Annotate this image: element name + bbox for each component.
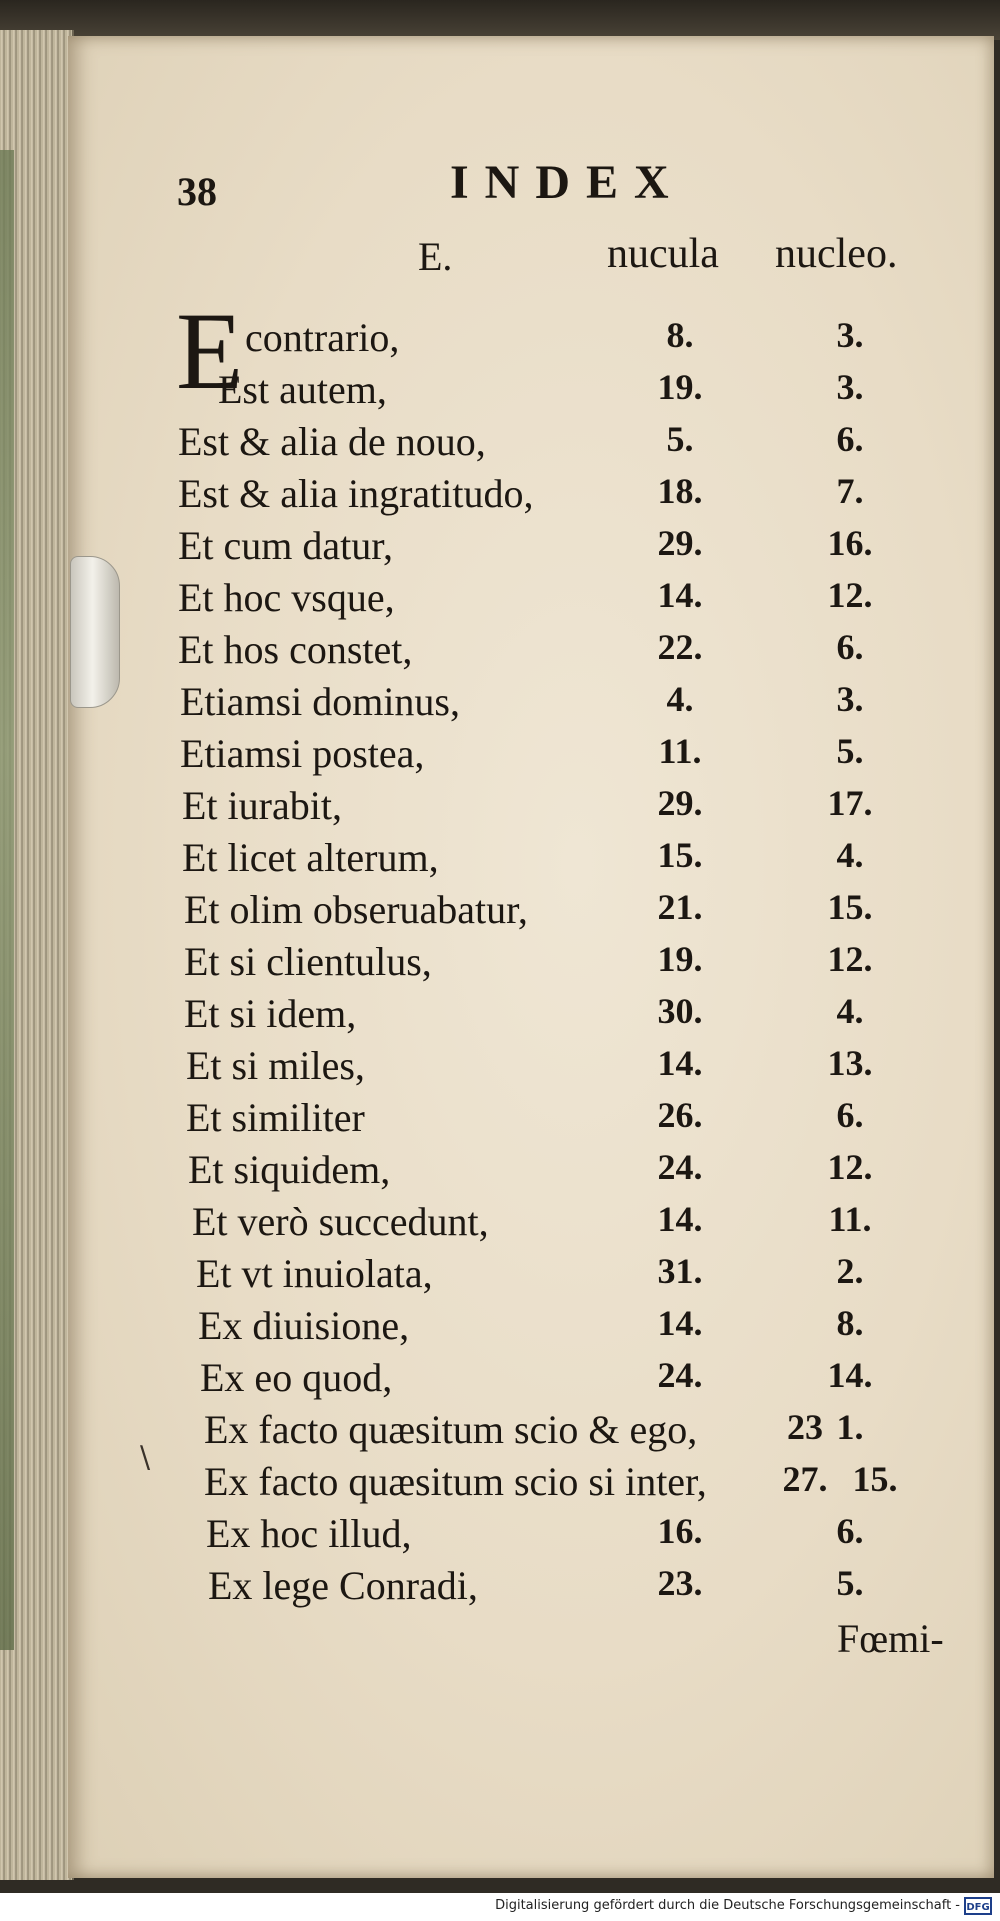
entry-nucula-number: 30. <box>657 991 703 1031</box>
entry-nucula-number: 8. <box>666 315 694 355</box>
entry-nucleo-number: 3. <box>836 679 864 719</box>
entry-term: Et siquidem, <box>188 1147 391 1192</box>
entry-nucula-number: 19. <box>657 939 703 979</box>
entry-nucula-number: 26. <box>657 1095 703 1135</box>
entry-nucula-number: 19. <box>657 367 703 407</box>
entry-nucula-number: 23. <box>657 1563 703 1603</box>
entry-nucula-number: 14. <box>657 1043 703 1083</box>
entry-term: Et hos constet, <box>178 627 413 672</box>
entry-nucleo-number: 11. <box>828 1199 872 1239</box>
entry-term: Et vt inuiolata, <box>196 1251 433 1296</box>
entry-nucula-number: 24. <box>657 1355 703 1395</box>
index-entry <box>0 1406 926 1458</box>
index-entry <box>0 1458 926 1510</box>
entry-nucleo-number: 4. <box>836 991 864 1031</box>
entry-nucula-number: 5. <box>666 419 694 459</box>
entry-nucleo-number: 13. <box>827 1043 873 1083</box>
entry-nucleo-number: 6. <box>836 627 864 667</box>
entry-term: Et similiter <box>186 1095 365 1140</box>
entry-nucleo-number: 6. <box>836 419 864 459</box>
index-entry <box>0 1146 926 1198</box>
entry-term: Et verò succedunt, <box>192 1199 489 1244</box>
entry-nucleo-number: 6. <box>836 1511 864 1551</box>
entry-term: Etiamsi dominus, <box>180 679 460 724</box>
index-entry <box>0 574 926 626</box>
entry-nucleo-number: 12. <box>827 939 873 979</box>
entry-term: Et hoc vsque, <box>178 575 395 620</box>
column-header-nucula: nucula <box>607 231 719 277</box>
entry-nucleo-number: 2. <box>836 1251 864 1291</box>
entry-nucleo-number: 7. <box>836 471 864 511</box>
entry-nucleo-number: 16. <box>827 523 873 563</box>
entry-nucleo-number: 6. <box>836 1095 864 1135</box>
entry-nucula-number: 11. <box>658 731 702 771</box>
entry-nucula-number: 27. <box>782 1459 828 1499</box>
index-entry <box>0 730 926 782</box>
index-entry <box>0 366 926 418</box>
entry-nucleo-number: 1. <box>836 1407 864 1447</box>
entry-term: Est & alia ingratitudo, <box>178 471 534 516</box>
entry-term: Ex lege Conradi, <box>208 1563 478 1608</box>
dfg-logo-icon: DFG <box>964 1897 992 1915</box>
entry-term: Ex hoc illud, <box>206 1511 412 1556</box>
index-entry <box>0 990 926 1042</box>
entry-term: contrario, <box>245 315 400 360</box>
entry-term: Est & alia de nouo, <box>178 419 486 464</box>
entry-term: Ex diuisione, <box>198 1303 410 1348</box>
entry-nucleo-number: 5. <box>836 731 864 771</box>
index-entry <box>0 1250 926 1302</box>
entry-nucleo-number: 15. <box>852 1459 898 1499</box>
index-entry <box>0 1042 926 1094</box>
entry-nucula-number: 22. <box>657 627 703 667</box>
entry-nucleo-number: 3. <box>836 315 864 355</box>
drop-cap-initial: E <box>176 290 244 412</box>
entry-term: Est autem, <box>218 367 387 412</box>
catchword: Fœmi- <box>837 1616 944 1661</box>
entry-term: Et si clientulus, <box>184 939 432 984</box>
entry-term: Ex facto quæsitum scio & ego, <box>204 1407 698 1452</box>
entry-nucleo-number: 17. <box>827 783 873 823</box>
index-entry <box>0 1302 926 1354</box>
entry-nucleo-number: 5. <box>836 1563 864 1603</box>
entry-nucleo-number: 8. <box>836 1303 864 1343</box>
entry-nucula-number: 24. <box>657 1147 703 1187</box>
entry-term: Ex facto quæsitum scio si inter, <box>204 1459 707 1504</box>
entry-term: Et si idem, <box>184 991 357 1036</box>
entry-term: Ex eo quod, <box>200 1355 393 1400</box>
scan-background-top <box>0 0 1000 40</box>
entry-term: Et cum datur, <box>178 523 393 568</box>
index-entry <box>0 522 926 574</box>
digitization-credit: Digitalisierung gefördert durch die Deutsche Forschungsgemeinschaft - <box>495 1898 960 1913</box>
entry-nucula-number: 14. <box>657 1199 703 1239</box>
index-entry <box>0 1198 926 1250</box>
section-letter: E. <box>418 234 453 279</box>
index-entry <box>0 470 926 522</box>
entry-term: Etiamsi postea, <box>180 731 425 776</box>
page-number: 38 <box>177 169 217 214</box>
entry-nucleo-number: 12. <box>827 1147 873 1187</box>
entry-nucula-number: 29. <box>657 783 703 823</box>
entry-term: Et iurabit, <box>182 783 342 828</box>
entry-nucleo-number: 14. <box>827 1355 873 1395</box>
entry-nucula-number: 15. <box>657 835 703 875</box>
entry-nucula-number: 4. <box>666 679 694 719</box>
index-entry <box>0 1354 926 1406</box>
column-header-nucleo: nucleo. <box>775 231 898 277</box>
entry-nucleo-number: 12. <box>827 575 873 615</box>
entry-nucula-number: 16. <box>657 1511 703 1551</box>
entry-nucula-number: 29. <box>657 523 703 563</box>
entry-nucleo-number: 3. <box>836 367 864 407</box>
index-entry <box>0 1094 926 1146</box>
index-entry <box>0 886 926 938</box>
entry-nucleo-number: 15. <box>827 887 873 927</box>
entry-nucula-number: 23 <box>787 1407 823 1447</box>
entry-term: Et si miles, <box>186 1043 365 1088</box>
marginal-mark: \ <box>140 1440 151 1475</box>
entry-nucleo-number: 4. <box>836 835 864 875</box>
running-head: INDEX <box>450 156 685 209</box>
index-entry <box>0 938 926 990</box>
index-entry <box>0 626 926 678</box>
entry-term: Et licet alterum, <box>182 835 439 880</box>
entry-nucula-number: 31. <box>657 1251 703 1291</box>
footer-bar <box>0 1893 1000 1921</box>
index-entry <box>0 418 926 470</box>
index-entry <box>0 782 926 834</box>
index-entry <box>0 1562 926 1614</box>
index-entry <box>0 834 926 886</box>
entry-term: Et olim obseruabatur, <box>184 887 528 932</box>
index-entry <box>0 1510 926 1562</box>
entry-nucula-number: 14. <box>657 575 703 615</box>
entry-nucula-number: 14. <box>657 1303 703 1343</box>
index-entry <box>0 314 926 366</box>
index-entry <box>0 678 926 730</box>
entry-nucula-number: 21. <box>657 887 703 927</box>
entry-nucula-number: 18. <box>657 471 703 511</box>
